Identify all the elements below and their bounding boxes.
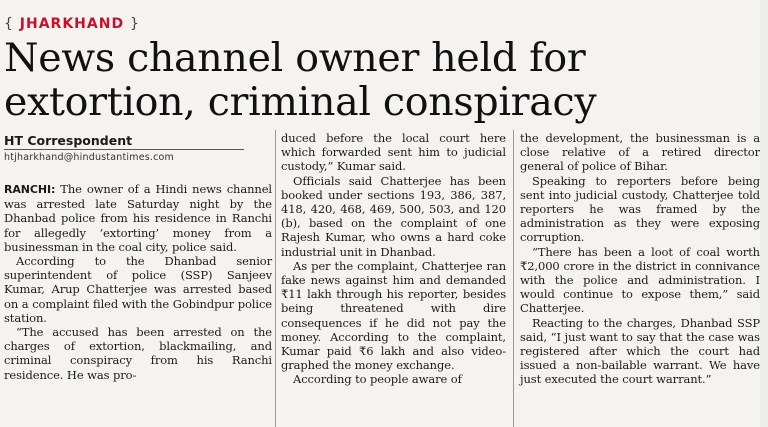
- article-column-1: [4, 182, 272, 382]
- article-paragraph: As per the complaint, Chatterjee ran fake news against him and demanded ₹11 lakh through his reporter, besides being threatened with dire consequences if he did not pay the money. According to the complaint, Kumar paid ₹6 lakh and also video-graphed the money exchange.: [281, 258, 506, 373]
- article-paragraph: “There has been a loot of coal worth ₹2,000 crore in the district in connivance with the police and administration. I would continue to expose them,” said Chatterjee.: [520, 244, 760, 316]
- byline-divider: [4, 149, 244, 150]
- column-divider-1: [275, 130, 276, 427]
- article-paragraph: [4, 182, 272, 254]
- article-paragraph: “The accused has been arrested on the charges of extortion, blackmailing, and criminal conspiracy from his Ranchi residence. He was pro-: [4, 325, 272, 382]
- headline: News channel owner held for extortion, criminal conspiracy: [4, 35, 597, 125]
- byline-author: HT Correspondent: [4, 133, 133, 148]
- article-column-2: [281, 131, 506, 387]
- article-paragraph: Officials said Chatterjee has been booked under sections 193, 386, 387, 418, 420, 468, 469, 500, 503, and 120 (b), based on the complaint of one Rajesh Kumar, who owns a hard coke industrial unit in Dhanbad.: [281, 173, 506, 259]
- article-paragraph: the development, the businessman is a close relative of a retired director general of police of Bihar.: [520, 131, 760, 174]
- tag-open-brace: {: [4, 16, 14, 32]
- section-tag-label: JHARKHAND: [19, 16, 125, 32]
- article-paragraph: Speaking to reporters before being sent into judicial custody, Chatterjee told reporters he was framed by the administration as they were exposing corruption.: [520, 173, 760, 245]
- scan-edge: [760, 0, 768, 427]
- article-paragraph: According to the Dhanbad senior superintendent of police (SSP) Sanjeev Kumar, Arup Chatterjee was arrested based on a complaint filed with the Gobindpur police station.: [4, 254, 272, 325]
- section-tag: [4, 14, 140, 34]
- column-divider-2: [513, 130, 514, 427]
- tag-close-brace: }: [129, 16, 140, 32]
- dateline: RANCHI:: [4, 183, 56, 196]
- lead-text: The owner of a Hindi news channel was arrested late Saturday night by the Dhanbad police from his residence in Ranchi for allegedly ‘extorting’ money from a businessman in the coal city, police said.: [4, 182, 272, 254]
- byline-email: htjharkhand@hindustantimes.com: [4, 152, 175, 163]
- article-column-3: [520, 131, 760, 387]
- article-paragraph: Reacting to the charges, Dhanbad SSP said, “I just want to say that the case was registered after which the court had issued a non-bailable warrant. We have just executed the court warrant.”: [520, 315, 760, 387]
- article-paragraph: duced before the local court here which forwarded sent him to judicial custody,” Kumar said.: [281, 131, 506, 174]
- article-paragraph: According to people aware of: [293, 372, 462, 387]
